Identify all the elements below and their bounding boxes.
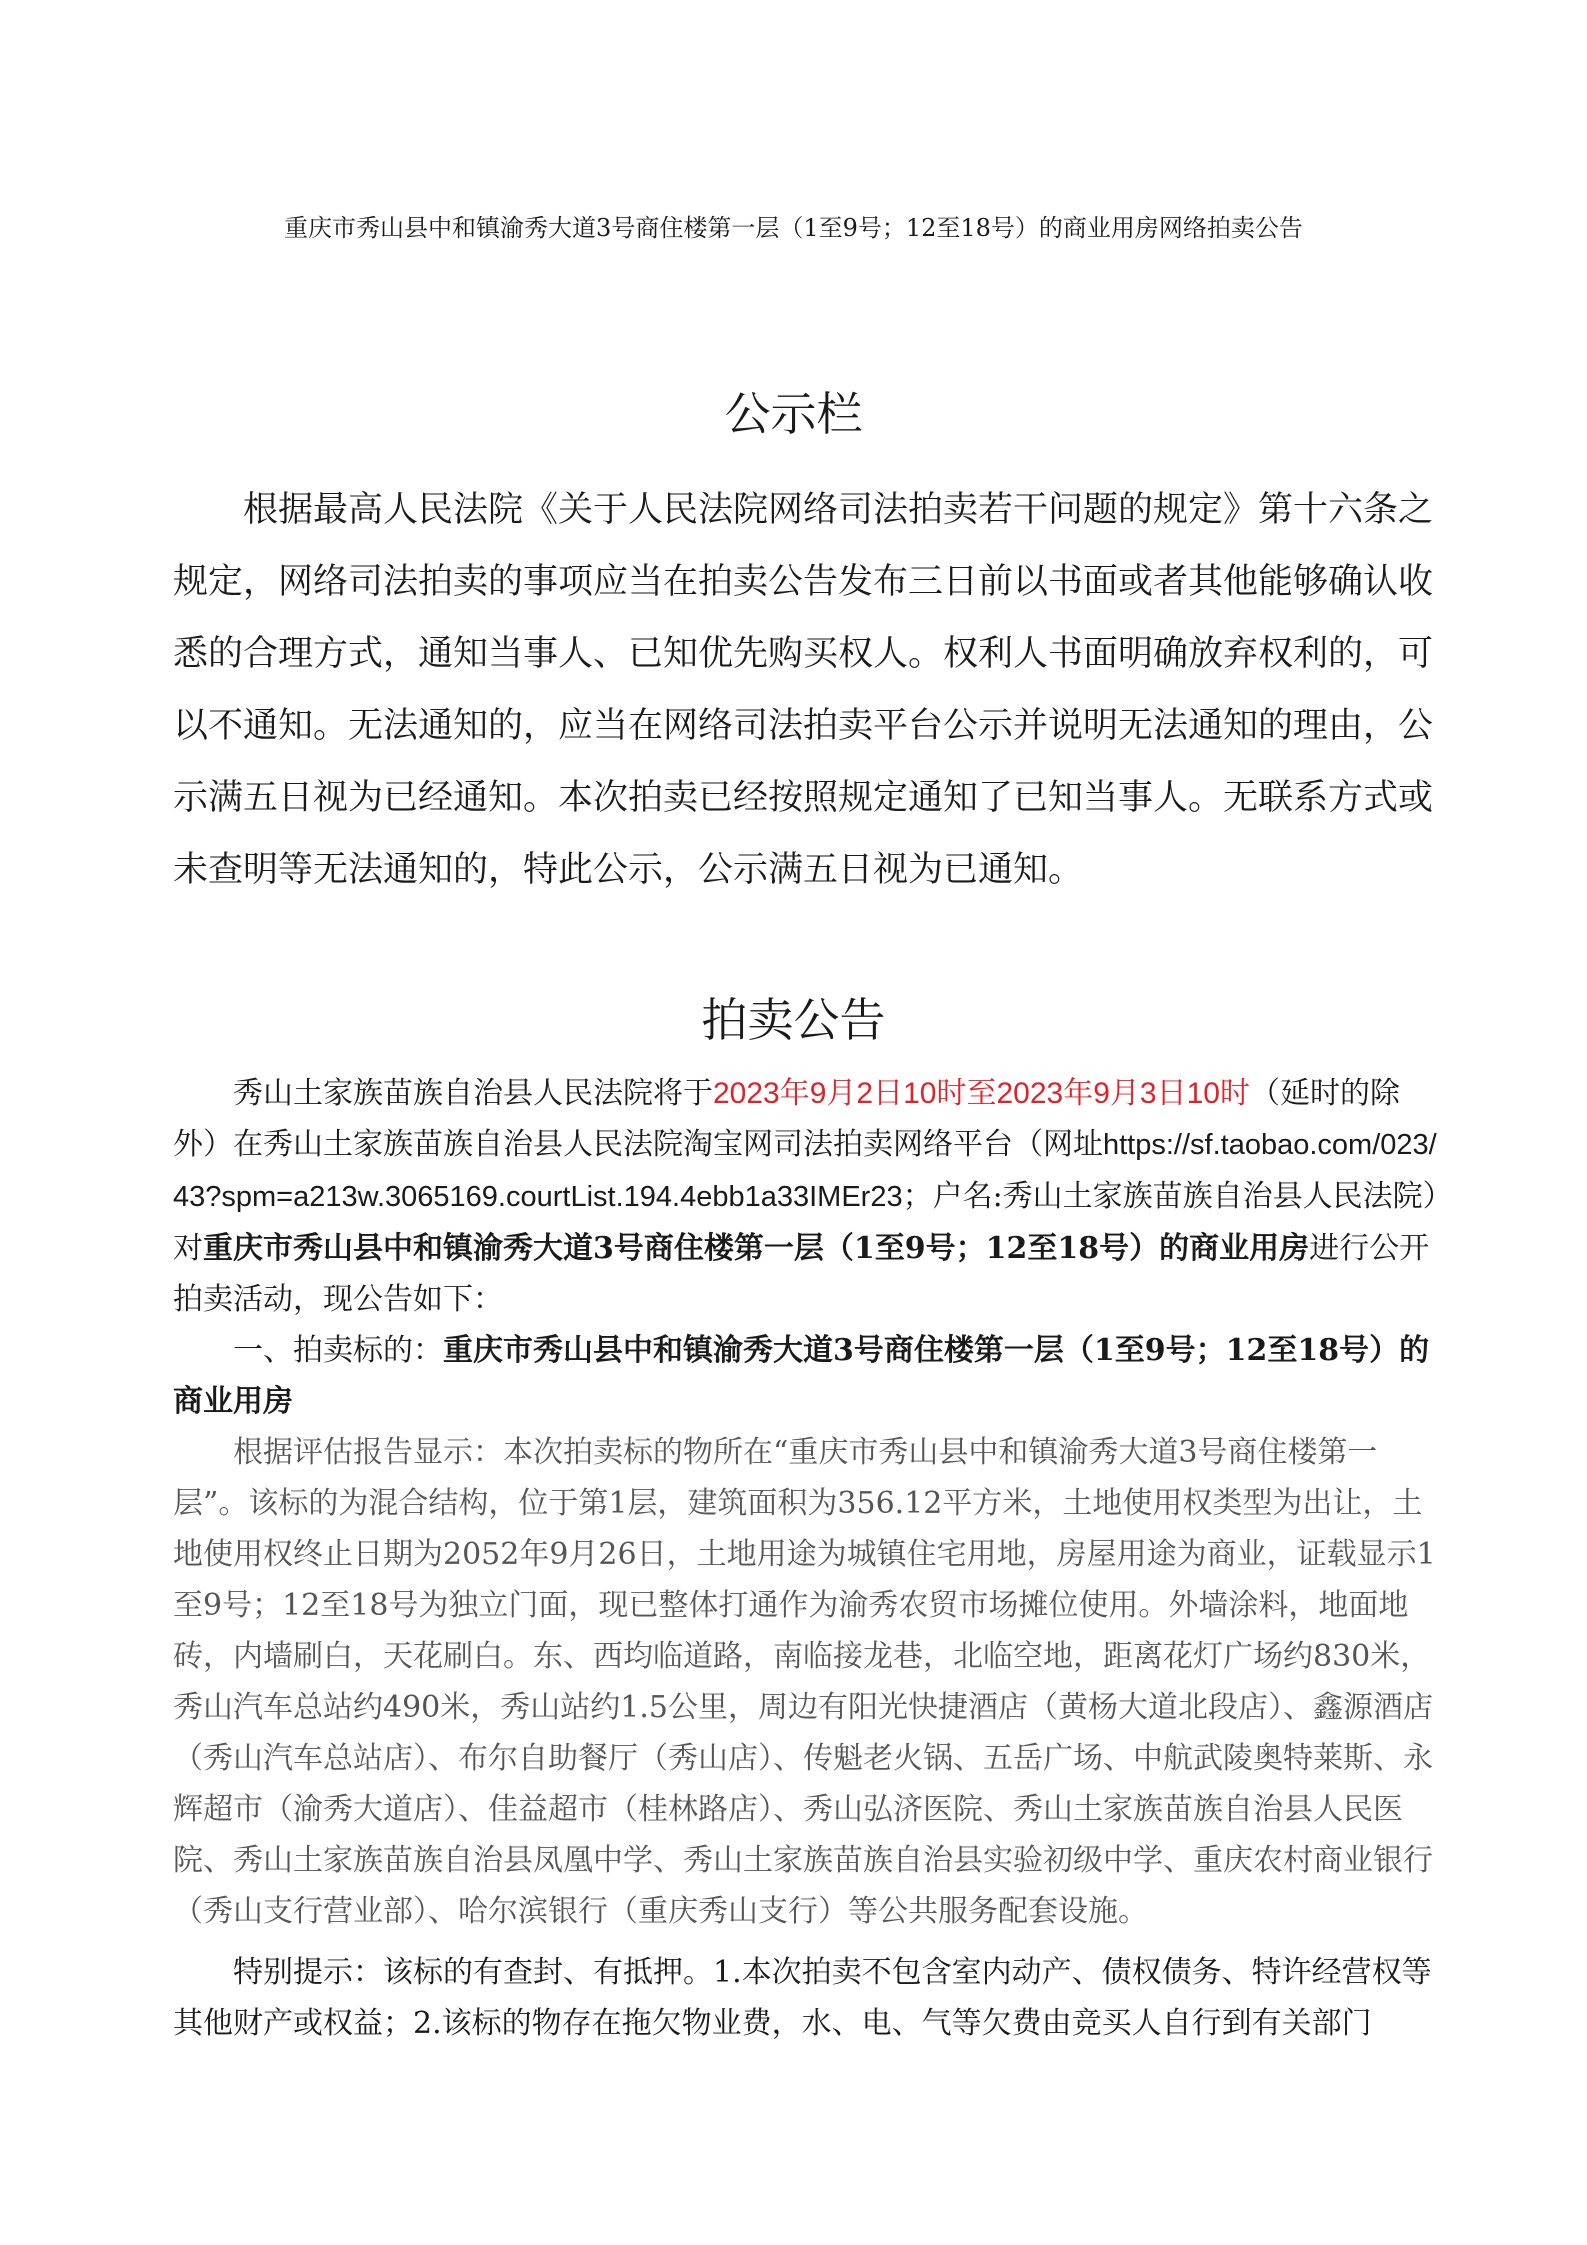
auction-time: 2023年9月2日10时至2023年9月3日10时: [713, 1077, 1250, 1110]
auction-body: [173, 1068, 1443, 2049]
item1-subject: 重庆市秀山县中和镇渝秀大道3号商住楼第一层（1至9号；12至18号）的商业用房: [173, 1333, 1430, 1419]
document-title: 重庆市秀山县中和镇渝秀大道3号商住楼第一层（1至9号；12至18号）的商业用房网络拍卖公告: [284, 214, 1303, 242]
assessment-paragraph: 根据评估报告显示：本次拍卖标的物所在“重庆市秀山县中和镇渝秀大道3号商住楼第一层”。该标的为混合结构，位于第1层，建筑面积为356.12平方米，土地使用权类型为出让，土地使用权终止日期为2052年9月26日，土地用途为城镇住宅用地，房屋用途为商业，证载显示1至9号；12至18号为独立门面，现已整体打通作为渝秀农贸市场摊位使用。外墙涂料，地面地砖，内墙刷白，天花刷白。东、西均临道路，南临接龙巷，北临空地，距离花灯广场约830米，秀山汽车总站约490米，秀山站约1.5公里，周边有阳光快捷酒店（黄杨大道北段店）、鑫源酒店（秀山汽车总站店）、布尔自助餐厅（秀山店）、传魁老火锅、五岳广场、中航武陵奥特莱斯、永辉超市（渝秀大道店）、佳益超市（桂林路店）、秀山弘济医院、秀山土家族苗族自治县人民医院、秀山土家族苗族自治县凤凰中学、秀山土家族苗族自治县实验初级中学、重庆农村商业银行（秀山支行营业部）、哈尔滨银行（重庆秀山支行）等公共服务配套设施。: [173, 1435, 1436, 1929]
intro-account: ；户名:秀山土家族苗族自治县人民法院）对: [173, 1179, 1438, 1266]
notice-body: 根据最高人民法院《关于人民法院网络司法拍卖若干问题的规定》第十六条之规定，网络司法拍卖的事项应当在拍卖公告发布三日前以书面或者其他能够确认收悉的合理方式，通知当事人、已知优先购买权人。权利人书面明确放弃权利的，可以不通知。无法通知的，应当在网络司法拍卖平台公示并说明无法通知的理由，公示满五日视为已经通知。本次拍卖已经按照规定通知了已知当事人。无联系方式或未查明等无法通知的，特此公示，公示满五日视为已通知。: [173, 490, 1434, 890]
intro-suffix: 进行公开拍卖活动，现公告如下：: [173, 1231, 1430, 1317]
item1-prefix: 一、拍卖标的：: [233, 1333, 443, 1368]
intro-prefix: 秀山土家族苗族自治县人民法院将于: [233, 1076, 713, 1111]
intro-subject: 重庆市秀山县中和镇渝秀大道3号商住楼第一层（1至9号；12至18号）的商业用房: [203, 1231, 1310, 1266]
auction-heading: 拍卖公告: [701, 993, 886, 1047]
notice-heading: 公示栏: [724, 387, 863, 441]
intro-mid: （延时的除外）在秀山土家族苗族自治县人民法院淘宝网司法拍卖网络平台（网址: [173, 1076, 1400, 1162]
paragraph-gap: [173, 1937, 1443, 1947]
item1-paragraph: [173, 1325, 1443, 1427]
special-notice-paragraph: 特别提示：该标的有查封、有抵押。1.本次拍卖不包含室内动产、债权债务、特许经营权等其他财产或权益；2.该标的物存在拖欠物业费，水、电、气等欠费由竞买人自行到有关部门: [173, 1955, 1432, 2041]
auction-url-link[interactable]: https://sf.taobao.com/023/43?spm=a213w.3065169.courtList.194.4ebb1a33IMEr23: [173, 1129, 1437, 1213]
auction-intro-paragraph: [173, 1068, 1443, 1325]
